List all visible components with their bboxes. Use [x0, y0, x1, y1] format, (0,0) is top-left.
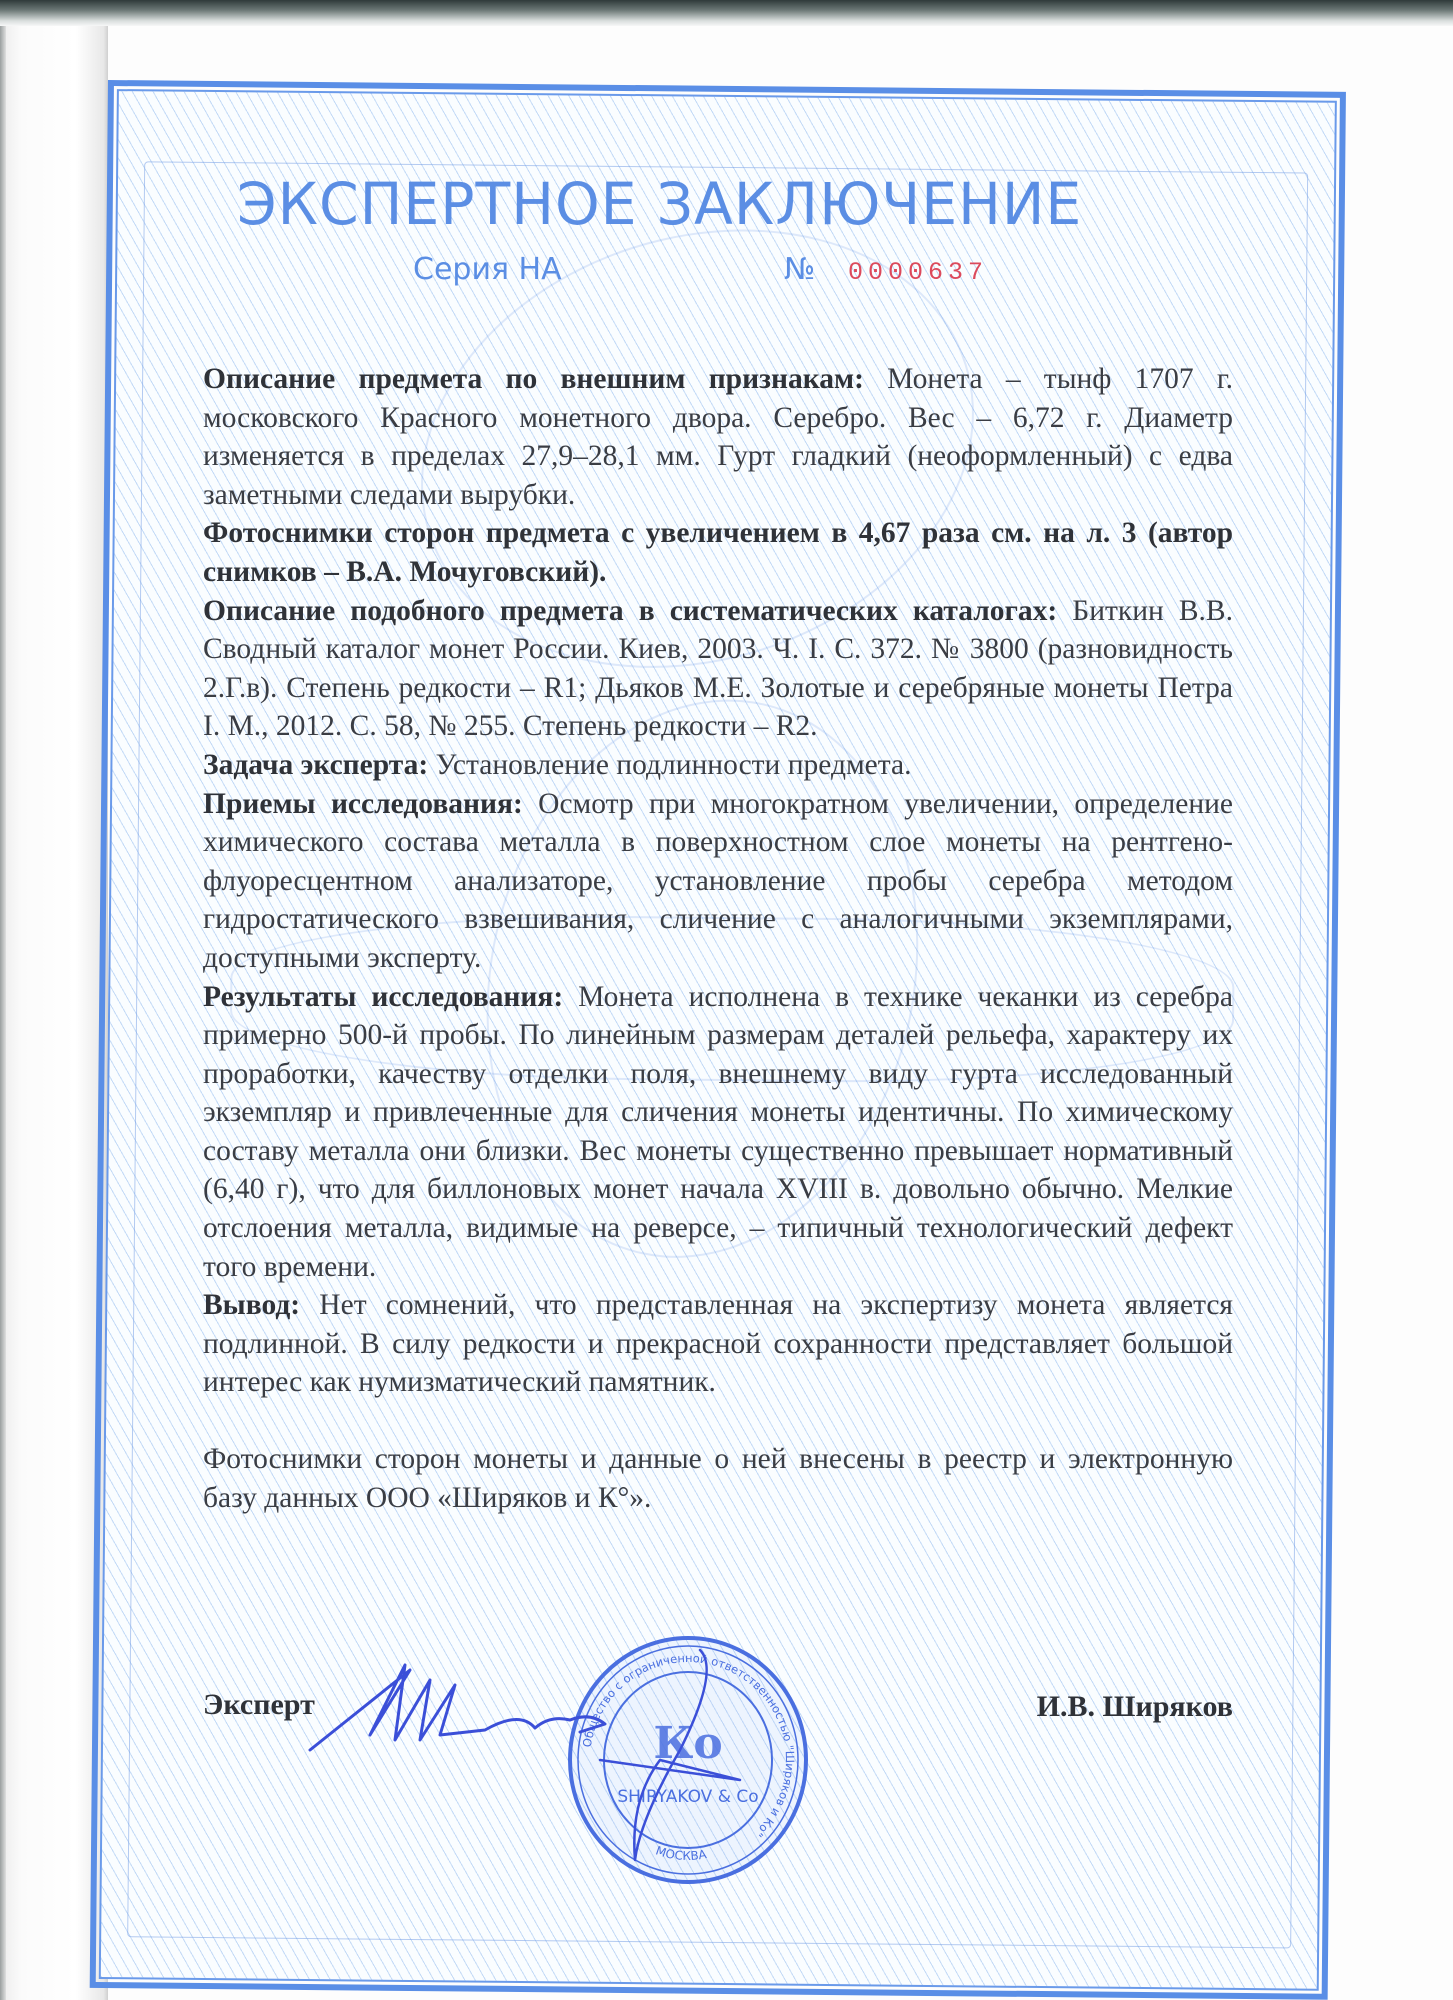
paragraph-spacer: [203, 1402, 1233, 1440]
section-heading: Описание подобного предмета в систематических каталогах:: [203, 594, 1058, 627]
handwritten-signature: [280, 1640, 1000, 1900]
section-text: Монета исполнена в технике чеканки из серебра примерно 500-й пробы. По линейным размерам деталей рельефа, характеру их проработки, качеству отделки поля, внешнему виду гурта исследованный экземпляр и привлеченные для сличения монеты идентичны. По химическому составу металла они близки. Вес монеты существенно превышает нормативный (6,40 г), что для биллоновых монет начала XVIII в. довольно обычно. Мелкие отслоения металла, видимые на реверсе, – типичный технологический дефект того времени.: [203, 980, 1233, 1283]
section-heading: Результаты исследования:: [203, 980, 564, 1013]
serial-number: 0000637: [848, 258, 989, 287]
signature-stroke-main: [310, 1665, 605, 1750]
signature-stroke-flourish: [600, 1650, 740, 1860]
section-photos: [203, 514, 1233, 591]
section-task: [203, 746, 1233, 785]
stamp-ring-text: Общество с ограниченной ответственностью "Ширяков и Ко": [579, 1650, 798, 1841]
section-item-description: [203, 360, 1233, 514]
section-heading: Задача эксперта:: [203, 748, 429, 781]
expert-name: И.В. Ширяков: [1036, 1690, 1233, 1723]
section-text: Монета – тынф 1707 г. московского Красного монетного двора. Серебро. Вес – 6,72 г. Диаметр изменяется в пределах 27,9–28,1 мм. Гурт гладкий (неоформленный) с едва заметными следами вырубки.: [203, 363, 1233, 511]
series-label: Серия НА: [413, 252, 562, 287]
section-catalogs: [203, 592, 1233, 746]
section-text: Установление подлинности предмета.: [428, 748, 912, 781]
section-heading: Описание предмета по внешним признакам:: [203, 363, 864, 395]
document-title: ЭКСПЕРТНОЕ ЗАКЛЮЧЕНИЕ: [237, 170, 1083, 238]
section-text: Биткин В.В. Сводный каталог монет России. Киев, 2003. Ч. I. С. 372. № 3800 (разновидность 2.Г.в). Степень редкости – R1; Дьяков М.Е. Золотые и серебряные монеты Петра I. М., 2012. С. 58, № 255. Степень редкости – R2.: [203, 594, 1233, 743]
stamp-ring-text-bottom: МОСКВА: [653, 1843, 708, 1864]
binding-shadow: [0, 0, 6, 2000]
section-heading: Вывод:: [203, 1289, 301, 1322]
section-text: Нет сомнений, что представленная на экспертизу монета является подлинной. В силу редкости и прекрасной сохранности представляет большой интерес как нумизматический памятник.: [203, 1289, 1233, 1399]
number-sign: №: [784, 252, 816, 287]
stamp-center-text: SHIRYAKOV & Co: [617, 1787, 759, 1807]
stamp-logo: Ко: [653, 1718, 723, 1769]
section-methods: [203, 785, 1233, 978]
section-heading: Приемы исследования:: [203, 787, 523, 820]
expert-label: Эксперт: [203, 1688, 315, 1721]
registry-note: Фотоснимки сторон монеты и данные о ней внесены в реестр и электронную базу данных ООО «Ширяков и К°».: [203, 1443, 1233, 1514]
section-text: Осмотр при многократном увеличении, определение химического состава металла в поверхностном слое монеты на рентгено-флуоресцентном анализаторе, установление пробы серебра методом гидростатического взвешивания, сличение с аналогичными экземплярами, доступными эксперту.: [203, 787, 1234, 974]
section-results: [203, 978, 1233, 1287]
scanner-shadow: [0, 0, 1453, 26]
section-heading: Фотоснимки сторон предмета с увеличением в 4,67 раза см. на л. 3 (автор снимков – В.А. Мочуговский).: [203, 517, 1233, 588]
section-conclusion: [203, 1286, 1233, 1402]
conclusion-body: [203, 360, 1233, 1517]
